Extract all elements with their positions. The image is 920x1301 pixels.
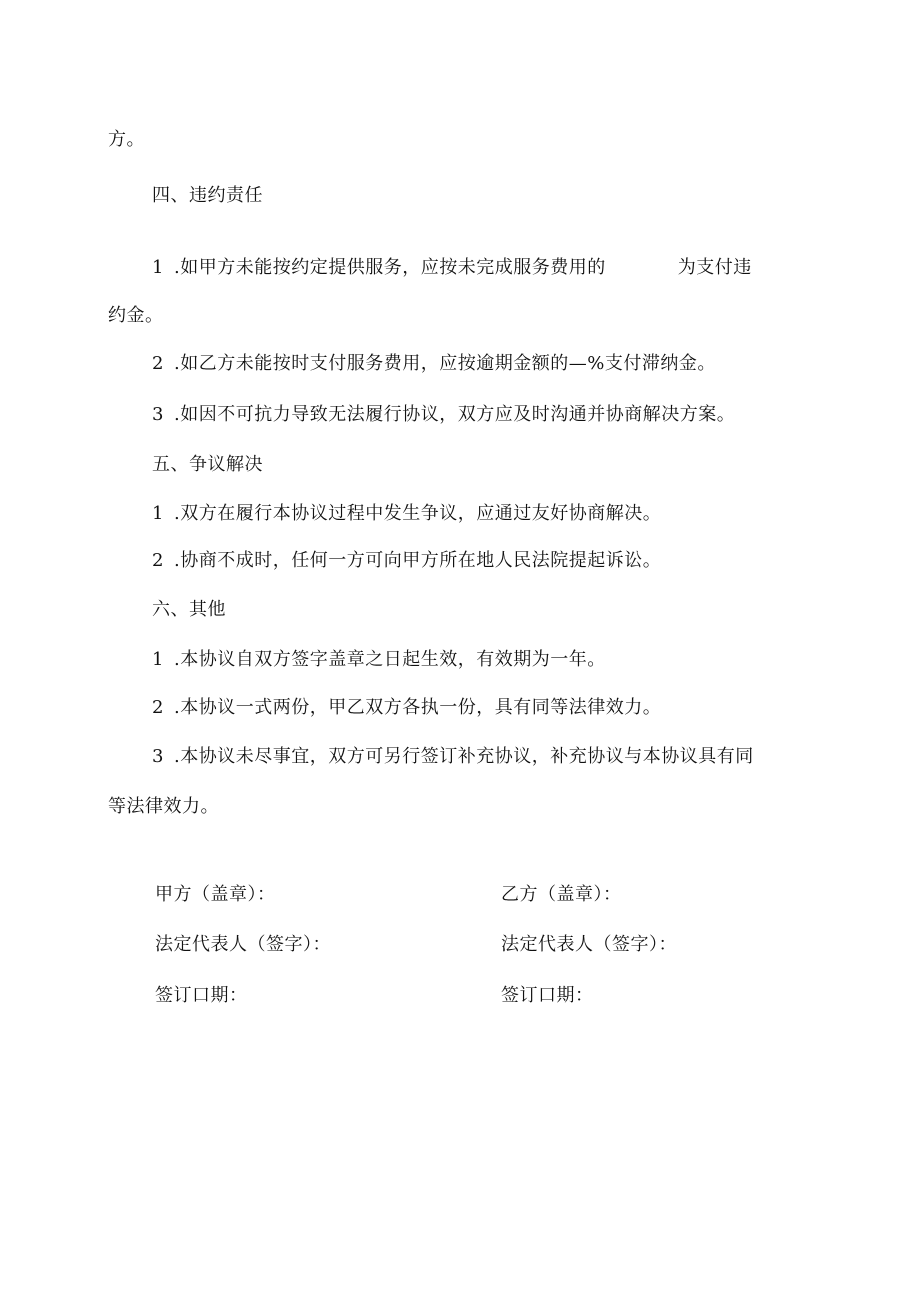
item-text-continued: 为支付违 [677,257,752,278]
item-text: .如甲方未能按约定提供服务，应按未完成服务费用的 [174,257,606,278]
item-text: .本协议自双方签字盖章之日起生效，有效期为一年。 [174,649,606,670]
item-number: 2 [152,353,164,374]
section-5-heading: 五、争议解决 [152,454,263,475]
section-4-item-2 [152,352,716,376]
item-text: .双方在履行本协议过程中发生争议，应通过友好协商解决。 [174,503,662,524]
section-4-heading: 四、违约责任 [152,185,263,206]
continuation-text: 方。 [108,129,145,150]
section-4-item-3 [152,403,735,427]
item-number: 1 [152,257,164,278]
party-b-seal-label: 乙方（盖章）： [501,884,622,905]
party-a-date-label: 签订口期： [155,985,248,1006]
party-a-seal-label: 甲方（盖章）： [155,884,276,905]
party-a-representative-label: 法定代表人（签字）： [155,934,331,955]
section-6-item-1 [152,648,606,672]
party-b-representative-label: 法定代表人（签字）： [501,934,677,955]
section-4-item-1-wrap: 约金。 [108,305,164,326]
item-text: .本协议一式两份，甲乙双方各执一份，具有同等法律效力。 [174,697,662,718]
item-text: .协商不成时，任何一方可向甲方所在地人民法院提起诉讼。 [174,550,662,571]
section-6-item-2 [152,696,661,720]
item-number: 2 [152,697,164,718]
section-6-item-3 [152,745,754,769]
section-4-item-1 [152,256,752,280]
section-5-item-1 [152,502,661,526]
section-5-item-2 [152,549,661,573]
item-text: .如因不可抗力导致无法履行协议，双方应及时沟通并协商解决方案。 [174,404,736,425]
party-b-date-label: 签订口期： [501,985,594,1006]
item-number: 1 [152,503,164,524]
item-number: 2 [152,550,164,571]
item-number: 3 [152,746,164,767]
item-number: 1 [152,649,164,670]
item-text: .本协议未尽事宜，双方可另行签订补充协议，补充协议与本协议具有同 [174,746,754,767]
item-text: .如乙方未能按时支付服务费用，应按逾期金额的—%支付滞纳金。 [174,353,716,374]
section-6-heading: 六、其他 [152,599,226,620]
section-6-item-3-wrap: 等法律效力。 [108,796,219,817]
item-number: 3 [152,404,164,425]
